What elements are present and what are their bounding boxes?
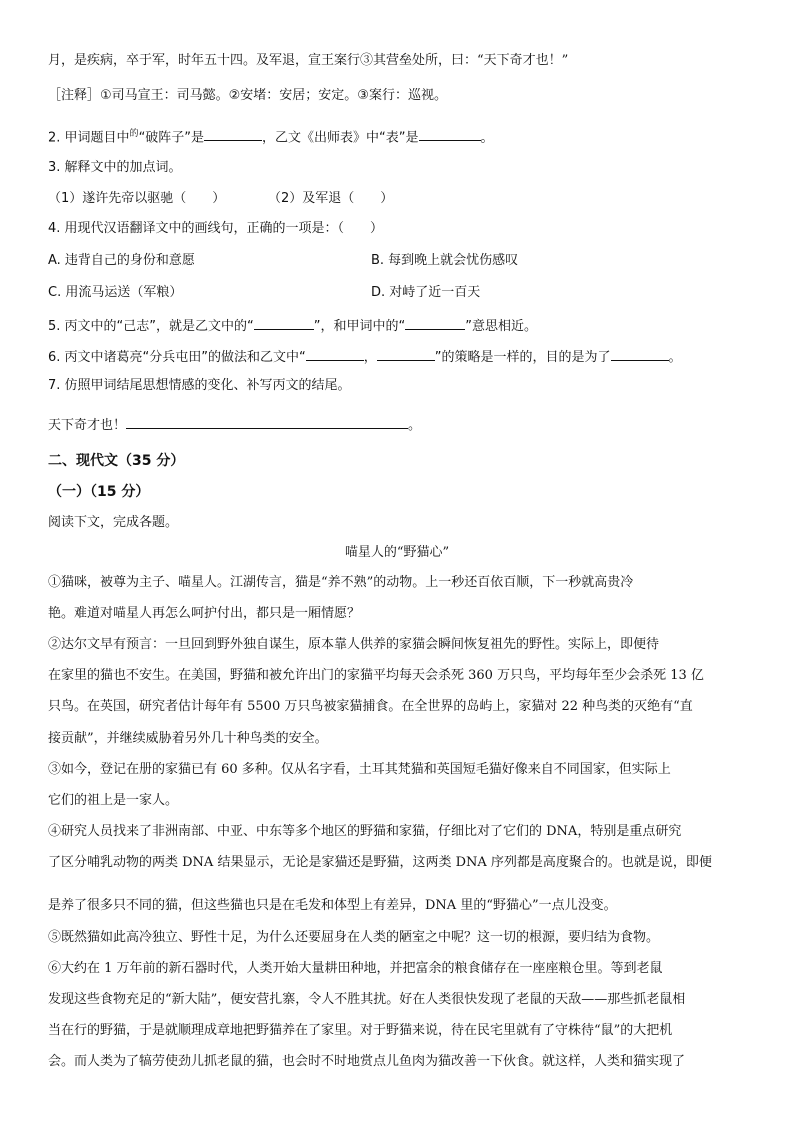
answer-blank[interactable] (377, 346, 435, 361)
question-7: 7. 仿照甲词结尾思想情感的变化、补写丙文的结尾。 (48, 378, 351, 393)
annotation-line: ［注释］①司马宣王：司马懿。②安堵：安居；安定。③案行：巡视。 (48, 88, 447, 103)
answer-blank[interactable] (611, 346, 669, 361)
paragraph-line: 接贡献”，并继续威胁着另外几十种鸟类的安全。 (48, 731, 328, 746)
paragraph-line: 是养了很多只不同的猫，但这些猫也只是在毛发和体型上有差异，DNA 里的“野猫心”一点儿没变。 (48, 898, 617, 913)
paragraph-line: 只鸟。在英国，研究者估计每年有 5500 万只鸟被家猫捕食。在全世界的岛屿上，家猫对 22 种鸟类的灭绝有“直 (48, 699, 693, 714)
answer-blank[interactable] (405, 315, 465, 330)
paragraph-line: 发现这些食物充足的“新大陆”，便安营扎寨，令人不胜其扰。好在人类很快发现了老鼠的天敌——那些抓老鼠相 (48, 992, 686, 1007)
paragraph-line: 会。而人类为了犒劳使劲儿抓老鼠的猫，也会时不时地赏点儿鱼肉为猫改善一下伙食。就这样，人类和猫实现了 (48, 1054, 686, 1069)
paragraph-line: ⑥大约在 1 万年前的新石器时代，人类开始大量耕田种地，并把富余的粮食储存在一座座粮仓里。等到老鼠 (48, 961, 663, 976)
answer-blank[interactable] (419, 126, 481, 141)
paragraph-line: ②达尔文早有预言：一旦回到野外独自谋生，原本靠人供养的家猫会瞬间恢复祖先的野性。实际上，即便待 (48, 637, 660, 652)
paragraph-line: 在家里的猫也不安生。在美国，野猫和被允许出门的家猫平均每天会杀死 360 万只鸟，平均每年至少会杀死 13 亿 (48, 668, 704, 683)
option-a[interactable]: A. 违背自己的身份和意愿 (48, 253, 195, 268)
question-4: 4. 用现代汉语翻译文中的画线句，正确的一项是：（ ） (48, 221, 384, 236)
paragraph-line: 它们的祖上是一家人。 (48, 793, 179, 808)
article-title: 喵星人的“野猫心” (344, 545, 450, 560)
paragraph-line: ①猫咪，被尊为主子、喵星人。江湖传言，猫是“养不熟”的动物。上一秒还百依百顺，下一秒就高贵冷 (48, 575, 634, 590)
option-d[interactable]: D. 对峙了近一百天 (371, 285, 481, 300)
paragraph-line: ③如今，登记在册的家猫已有 60 多种。仅从名字看，土耳其梵猫和英国短毛猫好像来自不同国家，但实际上 (48, 762, 671, 777)
question-2: 2. 甲词题目中$^的$“破阵子”是 ，乙文《出师表》中“表”是 。 (48, 124, 748, 148)
question-7-answer: 天下奇才也！ 。 (48, 414, 748, 436)
answer-blank[interactable] (254, 315, 314, 330)
option-b[interactable]: B. 每到晚上就会忧伤感叹 (371, 253, 519, 268)
paragraph-line: 艳。难道对喵星人再怎么呵护付出，都只是一厢情愿？ (48, 606, 361, 621)
answer-blank[interactable] (306, 346, 364, 361)
question-3: 3. 解释文中的加点词。 (48, 160, 182, 175)
option-c[interactable]: C. 用流马运送（军粮） (48, 285, 183, 300)
subsection-heading: （一）（15 分） (48, 484, 150, 500)
question-6: 6. 丙文中诸葛亮“分兵屯田”的做法和乙文中“ ， ”的策略是一样的，目的是为了 。 (48, 346, 748, 368)
paragraph-line: ④研究人员找来了非洲南部、中亚、中东等多个地区的野猫和家猫，仔细比对了它们的 DNA，特别是重点研究 (48, 824, 682, 839)
instruction: 阅读下文，完成各题。 (48, 515, 179, 530)
question-5: 5. 丙文中的“己志”，就是乙文中的“ ”，和甲词中的“ ”意思相近。 (48, 315, 748, 337)
paragraph-line: ⑤既然猫如此高冷独立、野性十足，为什么还要屈身在人类的陋室之中呢？这一切的根源，要归结为食物。 (48, 930, 660, 945)
text-line: 月，是疾病，卒于军，时年五十四。及军退，宣王案行③其营垒处所，曰：“天下奇才也！” (48, 53, 569, 68)
section-heading: 二、现代文（35 分） (48, 453, 185, 469)
paragraph-line: 了区分哺乳动物的两类 DNA 结果显示，无论是家猫还是野猫，这两类 DNA 序列都是高度聚合的。也就是说，即便 (48, 855, 712, 870)
paragraph-line: 当在行的野猫，于是就顺理成章地把野猫养在了家里。对于野猫来说，待在民宅里就有了守株待“鼠”的大把机 (48, 1023, 673, 1038)
document-page: 月，是疾病，卒于军，时年五十四。及军退，宣王案行③其营垒处所，曰：“天下奇才也！” ［注释］①司马宣王：司马懿。②安堵：安居；安定。③案行：巡视。 2. 甲词题目中$^的$“破阵子”是 ，乙文《出师表》中“表”是 。 3. 解释文中的加点词。 （1）遂许先帝以驱驰（ ） （2）及军退（ ） 4. 用现代汉语翻译文中的画线句，正确的一项是：（ ） A. 违背自己的身份和意愿 B. 每到晚上就会忧伤感叹 C. 用流马运送（军粮） D. 对峙了近一百天 5. 丙文中的“己志”，就是乙文中的“ ”，和甲词中的“ ”意思相近。 6. 丙文中诸葛亮“分兵屯田”的做法和乙文中“ ， ”的策略是一样的，目的是为了 。 7. 仿照甲词结尾思想情感的变化、补写丙文的结尾。 天下奇才也！ 。 二、现代文（35 分） （一）（15 分） 阅读下文，完成各题。 喵星人的“野猫心” ①猫咪，被尊为主子、喵星人。江湖传言，猫是“养不熟”的动物。上一秒还百依百顺，下一秒就高贵冷 艳。难道对喵星人再怎么呵护付出，都只是一厢情愿？ ②达尔文早有预言：一旦回到野外独自谋生，原本靠人供养的家猫会瞬间恢复祖先的野性。实际上，即便待 在家里的猫也不安生。在美国，野猫和被允许出门的家猫平均每天会杀死 360 万只鸟，平均每年至少会杀死 13 亿 只鸟。在英国，研究者估计每年有 5500 万只鸟被家猫捕食。在全世界的岛屿上，家猫对 22 种鸟类的灭绝有“直 接贡献”，并继续威胁着另外几十种鸟类的安全。 ③如今，登记在册的家猫已有 60 多种。仅从名字看，土耳其梵猫和英国短毛猫好像来自不同国家，但实际上 它们的祖上是一家人。 ④研究人员找来了非洲南部、中亚、中东等多个地区的野猫和家猫，仔细比对了它们的 DNA，特别是重点研究 了区分哺乳动物的两类 DNA 结果显示，无论是家猫还是野猫，这两类 DNA 序列都是高度聚合的。也就是说，即便 是养了很多只不同的猫，但这些猫也只是在毛发和体型上有差异，DNA 里的“野猫心”一点儿没变。 ⑤既然猫如此高冷独立、野性十足，为什么还要屈身在人类的陋室之中呢？这一切的根源，要归结为食物。 ⑥大约在 1 万年前的新石器时代，人类开始大量耕田种地，并把富余的粮食储存在一座座粮仓里。等到老鼠 发现这些食物充足的“新大陆”，便安营扎寨，令人不胜其扰。好在人类很快发现了老鼠的天敌——那些抓老鼠相 当在行的野猫，于是就顺理成章地把野猫养在了家里。对于野猫来说，待在民宅里就有了守株待“鼠”的大把机 会。而人类为了犒劳使劲儿抓老鼠的猫，也会时不时地赏点儿鱼肉为猫改善一下伙食。就这样，人类和猫实现了 (0, 0, 794, 1123)
answer-blank[interactable] (204, 126, 262, 141)
answer-blank[interactable] (126, 414, 408, 429)
